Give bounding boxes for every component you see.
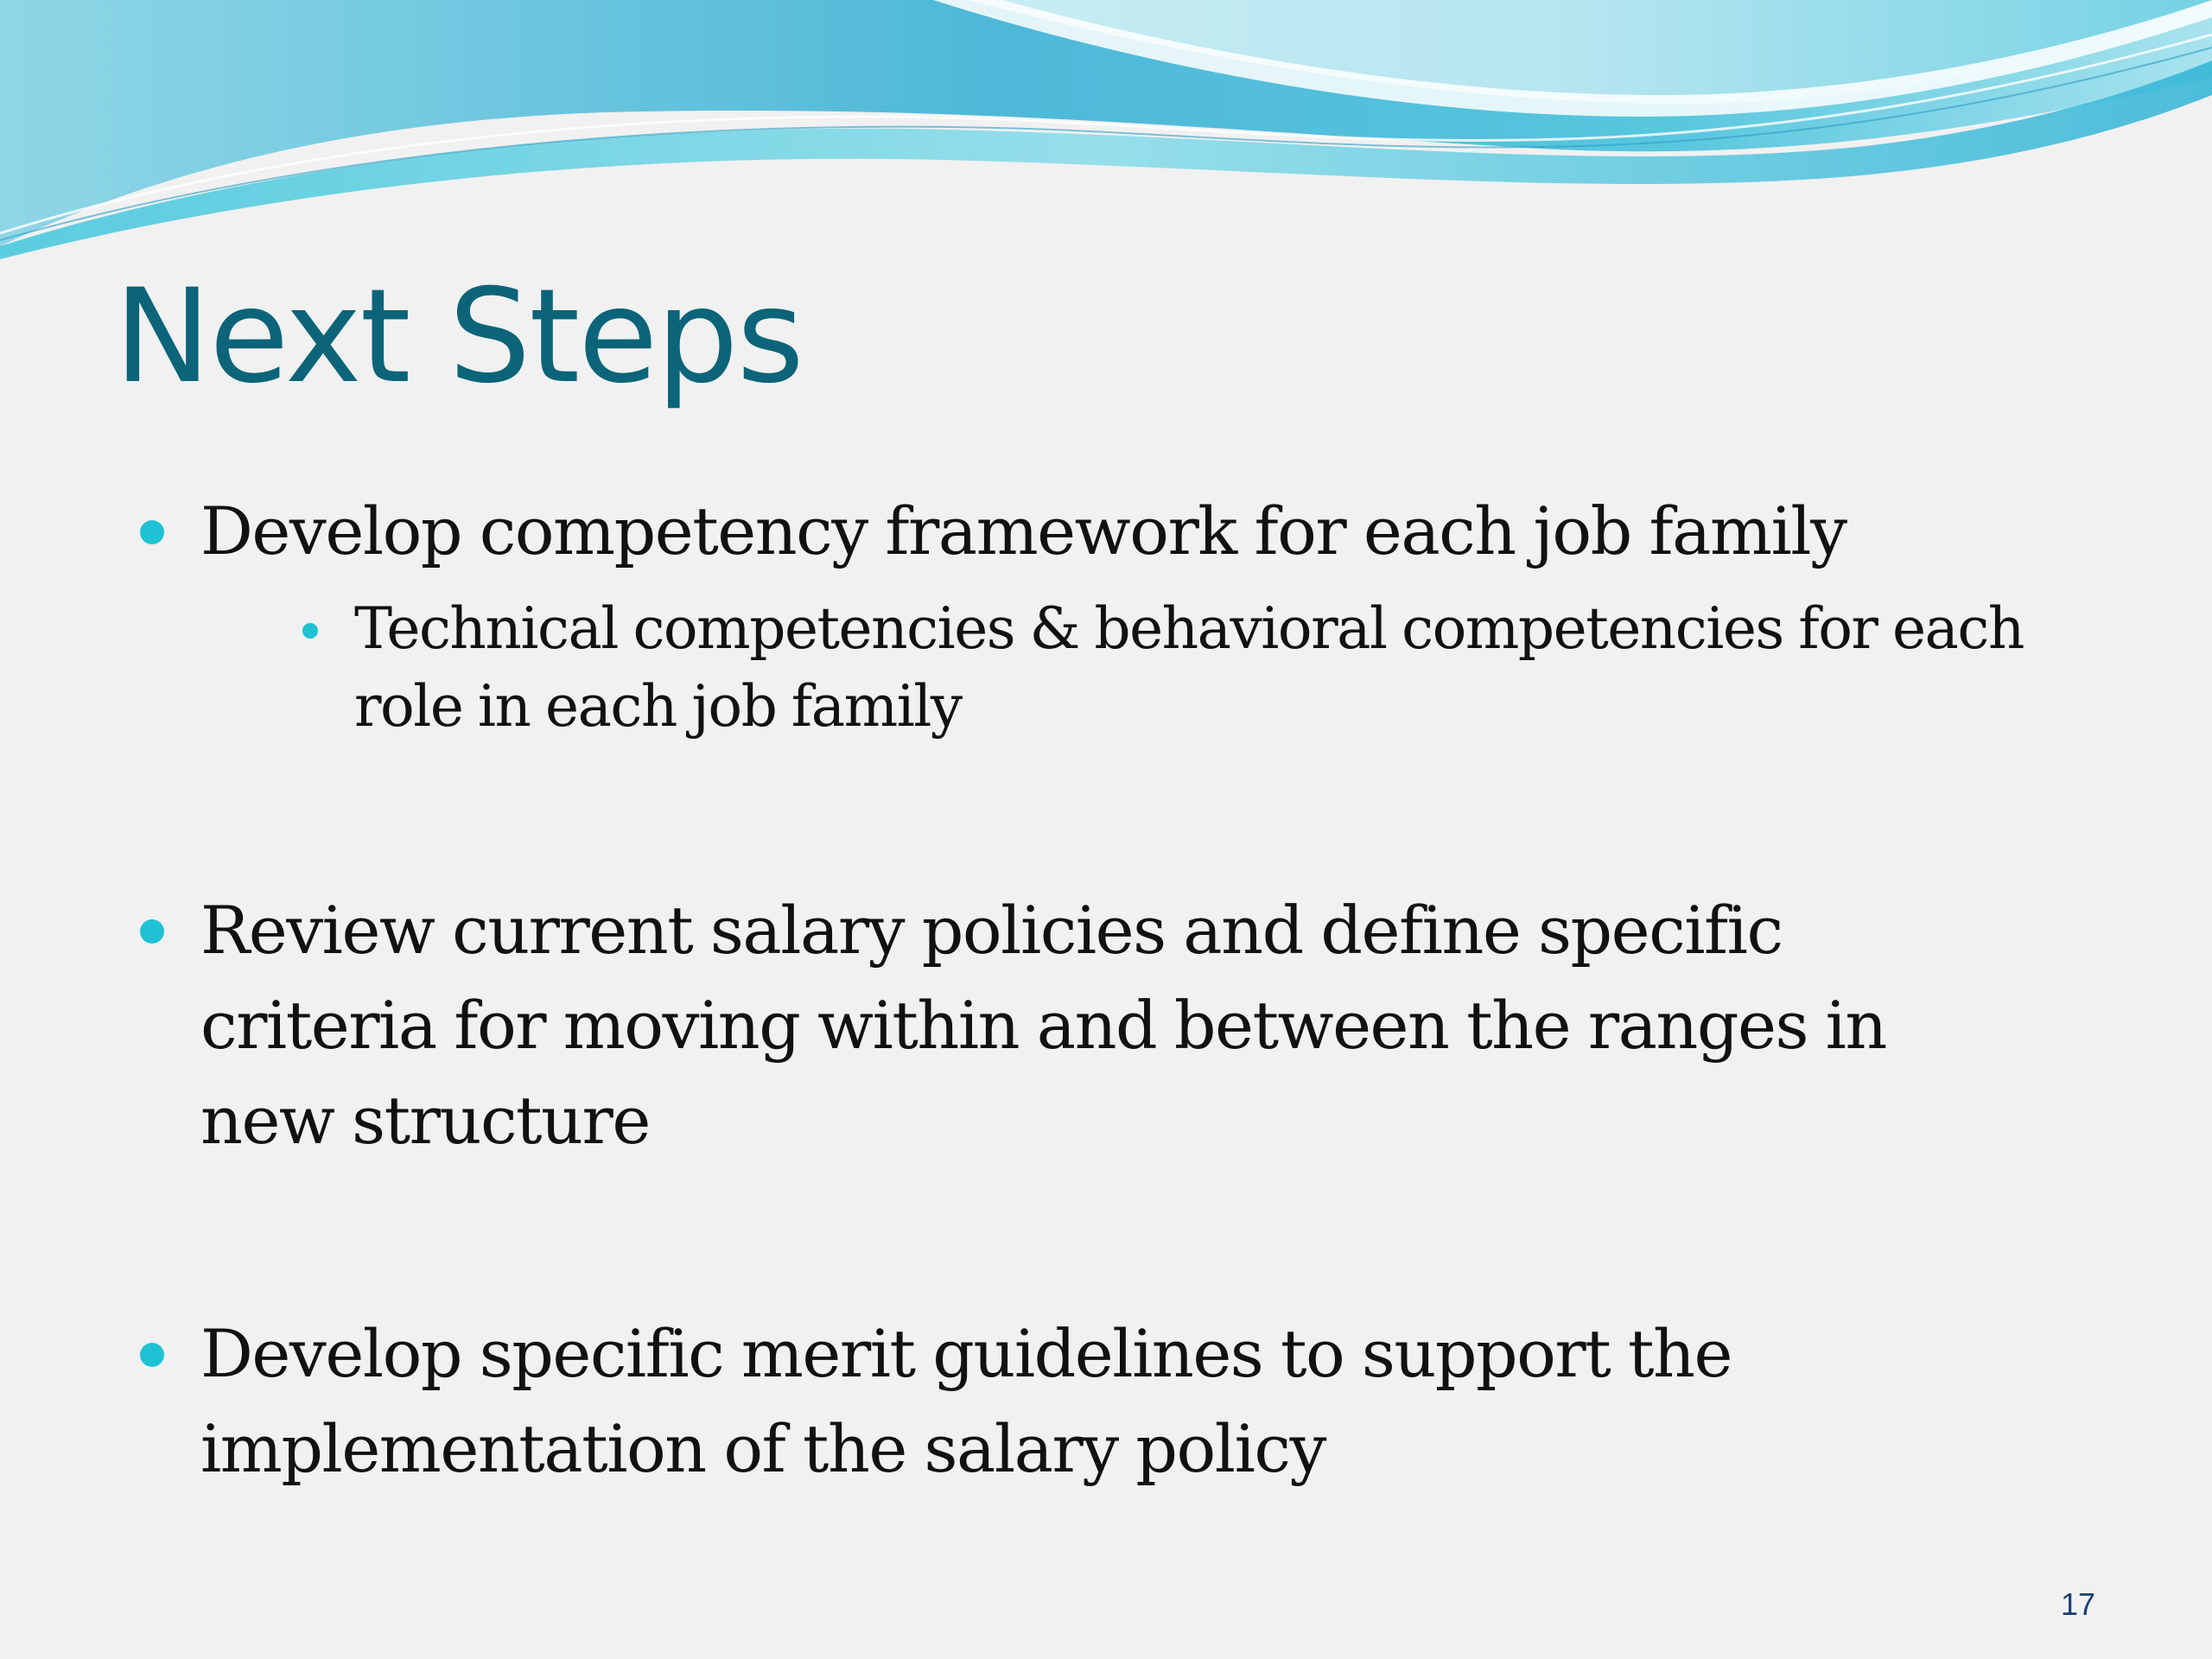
bullet-text-line: implementation of the salary policy bbox=[200, 1410, 1325, 1487]
slide-title: Next Steps bbox=[114, 262, 803, 412]
bullet-dot-icon bbox=[140, 919, 164, 944]
header-wave-decoration bbox=[0, 0, 2212, 259]
bullet-dot-icon bbox=[140, 1343, 164, 1367]
bullet-text-line: Review current salary policies and define specific bbox=[200, 892, 1783, 969]
bullet-dot-icon bbox=[140, 520, 164, 544]
sub-bullet-dot-icon bbox=[302, 623, 318, 639]
bullet-item bbox=[200, 883, 1886, 1168]
page-number: 17 bbox=[2061, 1586, 2096, 1622]
bullet-item bbox=[200, 484, 1847, 579]
bullet-text: Develop competency framework for each job family bbox=[200, 493, 1847, 569]
sub-bullet-text-line: role in each job family bbox=[354, 673, 962, 740]
bullet-text-line: new structure bbox=[200, 1082, 650, 1159]
bullet-item bbox=[200, 1306, 1732, 1497]
sub-bullet-item bbox=[354, 590, 2024, 746]
sub-bullet-text-line: Technical competencies & behavioral competencies for each bbox=[354, 595, 2024, 662]
bullet-text-line: criteria for moving within and between the ranges in bbox=[200, 987, 1886, 1064]
bullet-text-line: Develop specific merit guidelines to support the bbox=[200, 1315, 1732, 1392]
